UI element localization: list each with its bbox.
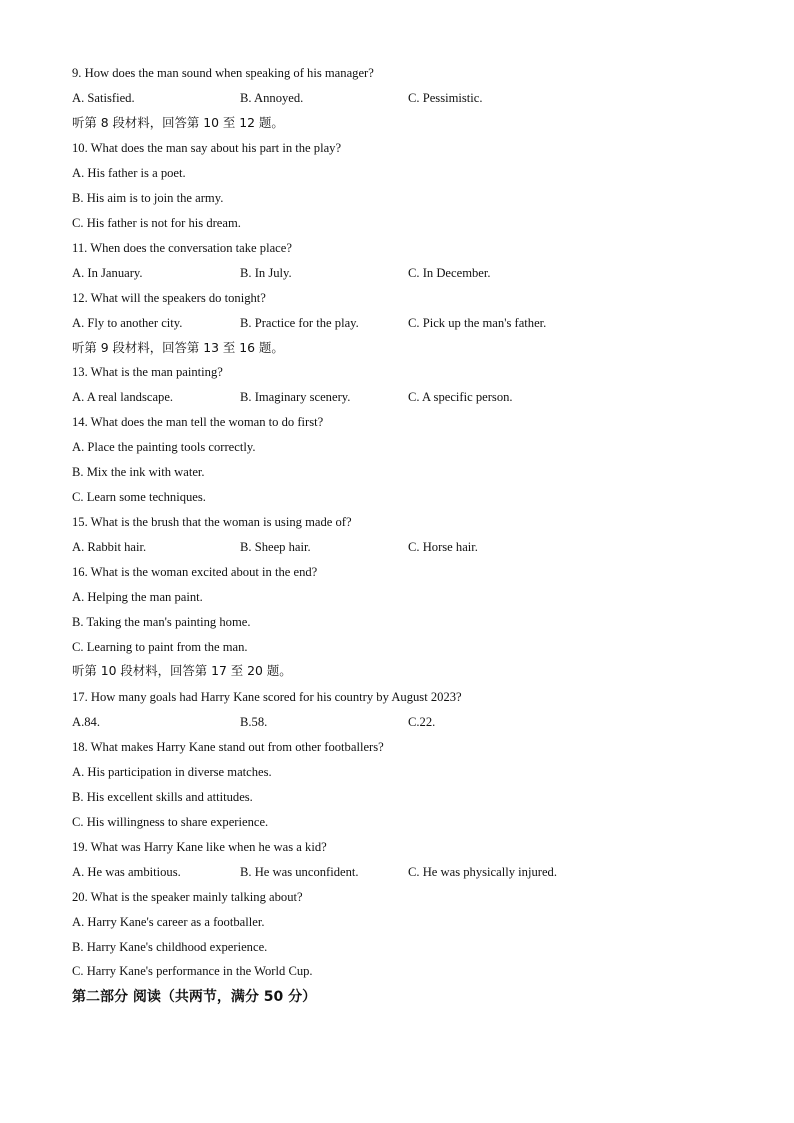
question-10-option-b: B. His aim is to join the army. bbox=[72, 191, 224, 205]
question-11: 11. When does the conversation take place? bbox=[72, 241, 292, 255]
question-12-option-a: A. Fly to another city. bbox=[72, 316, 183, 330]
question-14: 14. What does the man tell the woman to do first? bbox=[72, 415, 324, 429]
question-13: 13. What is the man painting? bbox=[72, 365, 223, 379]
question-15-option-c: C. Horse hair. bbox=[408, 540, 478, 554]
question-16-option-c: C. Learning to paint from the man. bbox=[72, 640, 248, 654]
question-16-option-a: A. Helping the man paint. bbox=[72, 590, 203, 604]
question-16-option-b: B. Taking the man's painting home. bbox=[72, 615, 251, 629]
question-18: 18. What makes Harry Kane stand out from other footballers? bbox=[72, 740, 384, 754]
question-9-option-b: B. Annoyed. bbox=[240, 91, 304, 105]
question-14-option-c: C. Learn some techniques. bbox=[72, 490, 206, 504]
question-12-option-c: C. Pick up the man's father. bbox=[408, 316, 547, 330]
question-10-option-a: A. His father is a poet. bbox=[72, 166, 186, 180]
question-17-option-a: A.84. bbox=[72, 715, 100, 729]
question-18-option-a: A. His participation in diverse matches. bbox=[72, 765, 272, 779]
question-11-option-b: B. In July. bbox=[240, 266, 292, 280]
question-11-option-a: A. In January. bbox=[72, 266, 143, 280]
question-9-option-c: C. Pessimistic. bbox=[408, 91, 483, 105]
question-20-option-c: C. Harry Kane's performance in the World Cup. bbox=[72, 964, 313, 978]
instruction-passage-8: 听第 8 段材料，回答第 10 至 12 题。 bbox=[72, 115, 284, 130]
question-18-option-b: B. His excellent skills and attitudes. bbox=[72, 790, 253, 804]
question-13-option-a: A. A real landscape. bbox=[72, 390, 174, 404]
instruction-passage-9: 听第 9 段材料，回答第 13 至 16 题。 bbox=[72, 340, 284, 355]
question-20: 20. What is the speaker mainly talking about? bbox=[72, 890, 303, 904]
question-14-option-a: A. Place the painting tools correctly. bbox=[72, 440, 256, 454]
instruction-passage-10: 听第 10 段材料，回答第 17 至 20 题。 bbox=[72, 663, 292, 678]
question-15: 15. What is the brush that the woman is using made of? bbox=[72, 515, 352, 529]
question-19-option-c: C. He was physically injured. bbox=[408, 865, 557, 879]
question-18-option-c: C. His willingness to share experience. bbox=[72, 815, 269, 829]
section-2-heading: 第二部分 阅读（共两节，满分 50 分） bbox=[72, 989, 317, 1005]
question-9-option-a: A. Satisfied. bbox=[72, 91, 135, 105]
question-15-option-b: B. Sheep hair. bbox=[240, 540, 311, 554]
question-12: 12. What will the speakers do tonight? bbox=[72, 291, 266, 305]
question-13-option-c: C. A specific person. bbox=[408, 390, 513, 404]
question-16: 16. What is the woman excited about in the end? bbox=[72, 565, 318, 579]
question-19-option-b: B. He was unconfident. bbox=[240, 865, 359, 879]
question-19: 19. What was Harry Kane like when he was a kid? bbox=[72, 840, 327, 854]
question-15-option-a: A. Rabbit hair. bbox=[72, 540, 147, 554]
question-9: 9. How does the man sound when speaking of his manager? bbox=[72, 66, 374, 80]
question-17: 17. How many goals had Harry Kane scored for his country by August 2023? bbox=[72, 690, 462, 704]
question-20-option-a: A. Harry Kane's career as a footballer. bbox=[72, 915, 265, 929]
question-10: 10. What does the man say about his part in the play? bbox=[72, 141, 342, 155]
question-11-option-c: C. In December. bbox=[408, 266, 491, 280]
question-10-option-c: C. His father is not for his dream. bbox=[72, 216, 241, 230]
question-14-option-b: B. Mix the ink with water. bbox=[72, 465, 205, 479]
question-20-option-b: B. Harry Kane's childhood experience. bbox=[72, 940, 268, 954]
question-19-option-a: A. He was ambitious. bbox=[72, 865, 181, 879]
question-12-option-b: B. Practice for the play. bbox=[240, 316, 359, 330]
question-17-option-b: B.58. bbox=[240, 715, 268, 729]
question-13-option-b: B. Imaginary scenery. bbox=[240, 390, 351, 404]
question-17-option-c: C.22. bbox=[408, 715, 436, 729]
